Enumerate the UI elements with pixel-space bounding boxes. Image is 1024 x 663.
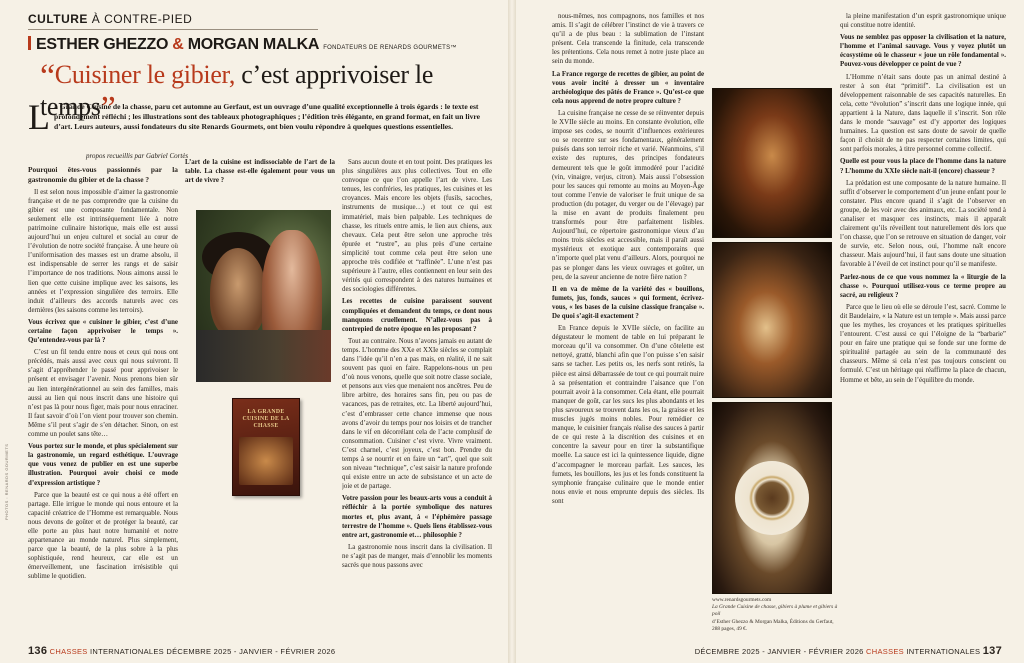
still-life-photo-1	[712, 88, 832, 238]
right-column-1	[552, 12, 704, 617]
left-column-3	[342, 158, 492, 618]
answer: La cuisine française ne cesse de se réinventer depuis le XVIIe siècle au moins. En constante évolution, elle impose ses codes, se nourrit d’influences extérieures ou se recentre sur ses fondamentaux, généralement puisés dans son terroir riche et varié. Néanmoins, s’il existe des ruptures, des principes fondateurs demeurent tels que le goût immodéré pour l’acidité (vin, vinaigre, verjus, citron). Mais aussi l’obsession pour les sauces qui remonte au moins au Moyen-Âge tout comme l’envie de valoriser le fruit unique de sa production (du potager, du verger ou de l’élevage) par la mise en avant de produits finalement peu transformés pour être parfaitement lisibles. Aujourd’hui, ce répertoire gastronomique vieux d’au moins trois siècles est accessible, mais il paraît aussi mystérieux et exotique aux contemporains que n’importe quel plat venu d’ailleurs. Alors, pourquoi ne pas se plonger dans les vieux ouvrages et goûter, un peu, de la saveur ancienne de notre fière nation ?	[552, 109, 704, 281]
left-folio	[28, 645, 335, 657]
caption-book-details: d’Esther Ghezzo & Morgan Malka, Éditions du Gerfaut, 288 pages, 49 €.	[712, 618, 834, 632]
answer: La prédation est une composante de la nature humaine. Il suffit d’observer le comportement d’un jeune enfant pour le constater. Plus encore quand il s’agit de l’observer en groupe, de les voir avec des animaux, etc. La société tend à canaliser et masquer ces instincts, mais il apparaît clairement qu’ils réveillent tout naturellement dès lors que l’on chasse, que l’on se retrouve en situation de danger, voir de survie, etc. Selon nous, oui, l’homme naît encore chasseur. Mais aujourd’hui, il faut sans doute une situation favorable à l’éveil de cet instinct pour qu’il se manifeste.	[840, 179, 1006, 269]
question: Vous écrivez que « cuisiner le gibier, c’est d’une certaine façon apprivoiser le temps ». Qu’entendez-vous par là ?	[28, 318, 178, 345]
book-cover-image	[232, 398, 300, 496]
answer: la pleine manifestation d’un esprit gastronomique unique qui constitue notre identité.	[840, 13, 1006, 30]
answer: C’est un fil tendu entre nous et ceux qui nous ont précédés, mais aussi avec ceux qui nous suivront. Il s’agit d’appréhender le passé pour apprivoiser le présent et envisager l’avenir. Nous prenons bien sûr au lien intergénérationnel au sein des familles, mais aussi au lien qui nous inscrit dans une histoire qui n’est pas là pour nous figer, mais pour nous enraciner. Il faut savoir d’où l’on vient pour trouver son chemin. Même s’il peut s’agir de s’en détacher. Sinon, on est comme un poulet sans tête…	[28, 349, 178, 439]
question: Les recettes de cuisine paraissent souvent compliquées et demandent du temps, ce dont nous manquons cruellement. N’allez-vous pas à contrepied de notre époque en les proposant ?	[342, 298, 492, 333]
magazine-brand-2: INTERNATIONALES	[906, 647, 981, 656]
caption-website: www.renardsgourmets.com	[712, 597, 772, 603]
author-role: FONDATEURS DE RENARDS GOURMETS™	[323, 45, 457, 51]
dish-plate	[735, 461, 809, 535]
question: Pourquoi êtes-vous passionnés par la gastronomie du gibier et de la chasse ?	[28, 165, 178, 184]
portrait-clothing	[196, 330, 331, 382]
accent-bar	[28, 36, 31, 50]
page-number: 137	[982, 645, 1002, 657]
author-2: MORGAN MALKA	[187, 36, 320, 53]
rubric-sub: À CONTRE-PIED	[91, 12, 193, 26]
answer: Sans aucun doute et en tout point. Des pratiques les plus singulières aux plus collectives. Tout en elle convoque ce que l’on appelle l’art de vivre. Les tenues, les confréries, les pratiques, les cuisines et les croyances. Mais encore les objets (fusils, sacoches, instruments de musique…) et tout ce qui est immatériel, mais bien palpable. Les techniques de chasse, les rituels entre amis, le lien aux chiens, aux chevaux. Cela peut être selon une approche très épurée et “rustre”, au plus près d’une certaine simplicité tout comme cela peut être selon une approche très codifiée et “raffinée”. L’une n’est pas supérieure à l’autre, elles contiennent en leur sein des vérités qui correspondent à des natures humaines et des sociologies différentes.	[342, 159, 492, 294]
right-column-3	[840, 12, 1006, 617]
drop-cap: L	[28, 97, 50, 137]
magazine-brand: CHASSES	[866, 647, 904, 656]
question: Votre passion pour les beaux-arts vous a conduit à réfléchir à la portée symbolique des natures mortes et, plus avant, à « l’éphémère passage terrestre de l’homme ». Quels liens établissez-vous entre art, gastronomie et… philosophie ?	[342, 495, 492, 539]
left-column-2-top	[185, 158, 335, 208]
issue-date: DÉCEMBRE 2025 - JANVIER - FÉVRIER 2026	[694, 647, 864, 656]
magazine-brand: CHASSES	[49, 647, 88, 656]
answer: Parce que le lieu où elle se déroule l’est, sacré. Comme le dit Baudelaire, « la Nature est un temple ». Mais aussi parce que les mythes, les croyances et les pratiques spirituelles l’entourent. C’est aussi ce qui l’éloigne de la “barbarie” pour en faire une pratique qui se fonde sur une forme de spiritualité partagée au sein de la communauté des chasseurs. Même si cela n’est pas toujours conscient ou formulé. C’est un héritage qui réaffirme la place de chacun, Homme et bête, au sein de l’équilibre du monde.	[840, 303, 1006, 384]
magazine-brand-2: INTERNATIONALES	[90, 647, 164, 656]
authors-portrait-photo	[196, 210, 331, 382]
left-page	[0, 0, 508, 663]
question: Vous portez sur le monde, et plus spécialement sur la gastronomie, un regard esthétique. L’ouvrage que vous venez de publier en est une superbe illustration. Pourquoi avoir choisi ce mode d’expression artistique ?	[28, 443, 178, 487]
author-1: ESTHER GHEZZO	[36, 36, 169, 53]
question: L’art de la cuisine est indissociable de l’art de la table. La chasse est-elle également pour vous un art de vivre ?	[185, 159, 335, 185]
photo-credit-vertical: PHOTOS : RENARDS GOURMETS	[4, 443, 9, 520]
question: Il en va de même de la variété des « bouillons, fumets, jus, fonds, sauces » qui forment, écrivez-vous, « les bases de la cuisine classique française ». De quoi s’agit-il exactement ?	[552, 285, 704, 320]
title-open-quote: “	[40, 58, 55, 95]
answer: La gastronomie nous inscrit dans la civilisation. Il ne s’agit pas de manger, mais d’ennoblir les moments sacrés que nous passons avec	[342, 543, 492, 570]
question: Quelle est pour vous la place de l’homme dans la nature ? L’homme du XXIe siècle nait-il (encore) chasseur ?	[840, 158, 1006, 175]
left-column-1	[28, 165, 178, 615]
lede-text: a Grande Cuisine de la chasse, paru cet automne au Gerfaut, est un ouvrage d’une qualité exceptionnelle à trois égards : le texte est profondément réfléchi ; les illustrations sont des tableaux photographiques ; l’édition très élégante, en grand format, en fait un livre d’art. Leurs auteurs, aussi fondateurs du site Renards Gourmets, ont bien voulu répondre à quelques questions essentielles.	[54, 102, 481, 132]
answer: Parce que la beauté est ce qui nous a été offert en partage. Elle irrigue le monde qui nous entoure et la capacité créatrice de l’Homme est remarquable. Nous nous devons de goûter et de protéger la beauté, car elle porte au plus haut notre humanité et notre appartenance au monde naturel. Plus simplement, parce que la beauté, de la plus sobre à la plus sophistiquée, rend heureux, car elle est un émerveillement, une fascination irrésistible qui sublime le quotidien.	[28, 491, 178, 581]
authors-line	[28, 36, 457, 54]
answer: L’Homme n’était sans doute pas un animal destiné à rester à son état “primitif”. La civilisation est un développement raisonnable de ses capacités naturelles. En cela, cette “évolution” s’inscrit dans une logique innée, qui appartient à la Nature, dans laquelle il s’inscrit. Son rôle dans le monde “sauvage” est d’y apporter des logiques humaines. La question est sans doute de savoir de quelle façon il choisit de ne pas respecter certaines limites, qui sont parfois morales, à titre personnel comme collectif.	[840, 73, 1006, 154]
page-number: 136	[28, 645, 48, 657]
photo-caption	[712, 597, 840, 633]
article-lede	[28, 97, 498, 137]
answer: En France depuis le XVIIe siècle, on facilite au dégustateur le moment de table en lui préparant le morceau qu’il va consommer. On d’une côtelette est nettoyé, gratté, blanchi afin que l’on puisse s’en saisir sans se tacher. Les petits os, les nerfs sont retirés, la pièce est ainsi débarrassée de tout ce qui pourrait nuire à sa présentation et contraindre l’aisance que l’on pourrait avoir à la consommer. Cela étant, elle pourrait manquer de goût, car les sucs les plus abondants et les plus savoureux se trouvent dans les os, la graisse et les muscles jugés moins nobles. Pour remédier ce manque, le cuisinier français réalise des sauces à partir de ce qui reste à la discrétion des cuisines et en concentre la saveur pour en tirer la substantifique moelle. La sauce est ici la quintessence liquide, digne d’accompagner le morceau parfait. Les sauces, les fumets, les bouillons, les jus et les fonds constituent la symphonie française culinaire que le monde entier nous envie et nous emprunte depuis des siècles. Ils sont	[552, 325, 704, 505]
right-page	[516, 0, 1024, 663]
spread-gutter	[508, 0, 516, 663]
rubric-main: CULTURE	[28, 12, 88, 26]
portrait-man	[210, 248, 266, 338]
issue-date: DÉCEMBRE 2025 - JANVIER - FÉVRIER 2026	[166, 647, 336, 656]
author-ampersand: &	[172, 36, 184, 53]
answer: Tout au contraire. Nous n’avons jamais eu autant de temps. L’homme des XXe et XXIe siècles se complait dans l’idée qu’il n’en a pas mais, en réalité, il ne sait souvent pas quoi en faire. Rappelons-nous un peu d’où nous venons, quelle que soit notre classe sociale, et pensons aux vies que menaient nos ancêtres. Peu de libre arbitre, des horaires sans fin, peu ou pas de vacances, pas de retraites, etc. La liberté aujourd’hui, c’est d’embrasser cette chance immense que nous avons d’avoir du temps pour nos loisirs et de trancher dans le vif en décorrélant cela de l’acte complusif de consommation. Cuisiner c’est vivre. Vivre vraiment. C’est charnel, c’est joyeux, c’est bon. Prendre du temps à se nourrir et en faire un “art”, quel que soit son niveau “technique”, c’est saisir la nature profonde qui existe entre un acte de subsistance et un acte de joie et de partage.	[342, 337, 492, 491]
question: Vous ne semblez pas opposer la civilisation et la nature, l’homme et l’animal sauvage. Vous y voyez plutôt un écosystème où le chasseur « joue un rôle fondamental ». Pouvez-vous développer ce point de vue ?	[840, 34, 1006, 69]
interview-credit: propos recueillis par Gabriel Cortès	[86, 152, 189, 160]
right-folio	[695, 645, 1002, 657]
question: Parlez-nous de ce que vous nommez la « liturgie de la chasse ». Pourquoi utilisez-vous ce terme propre au sacré, au religieux ?	[840, 273, 1006, 299]
plated-dish-photo	[712, 402, 832, 594]
still-life-photo-2	[712, 242, 832, 398]
book-cover-title: LA GRANDE CUISINE DE LA CHASSE	[242, 409, 290, 429]
answer: Il est selon nous impossible d’aimer la gastronomie française et de ne pas comprendre que la cuisine du gibier est une composante fondamentale. Non seulement elle est intrinsèquement liée à notre patrimoine culinaire historique, mais elle est aussi aujourd’hui un enjeu culturel et social au cœur de l’évolution de notre société française. À une heure où l’uniformisation des masses est un drame absolu, il est indispensable de serrer les rangs et de saisir l’importance de nos traditions. Nous aimons aussi le lien que cette cuisine implique avec les saisons, les années et l’expression singulière des terroirs. Elle induit d’ailleurs des accords naturels avec ces dernières (les saisons comme les terroirs).	[28, 188, 178, 314]
section-rubric	[28, 12, 318, 30]
title-part-1: Cuisiner le gibier,	[54, 60, 236, 89]
title-close-quote: ”	[100, 90, 116, 127]
caption-book-title: La Grande Cuisine de chasse, gibiers à plume et gibiers à poil	[712, 604, 838, 618]
title-part-2: c’est apprivoiser le temps	[40, 60, 434, 121]
answer: nous-mêmes, nos compagnons, nos familles et nos amis. Il s’agit de célébrer l’instinct de vie à travers ce qu’il a de plus beau : la sublimation de l’instant présent. Cela transcende la finitude, cela transcende les prétentions. Cela nous remet à notre juste place au sein du monde.	[552, 13, 704, 66]
book-cover-artwork	[239, 437, 293, 485]
question: La France regorge de recettes de gibier, au point de vous avoir incité à dresser un « inventaire archéologique des pâtés de France ». Qu’est-ce que cela nous apprend de notre propre culture ?	[552, 70, 704, 105]
